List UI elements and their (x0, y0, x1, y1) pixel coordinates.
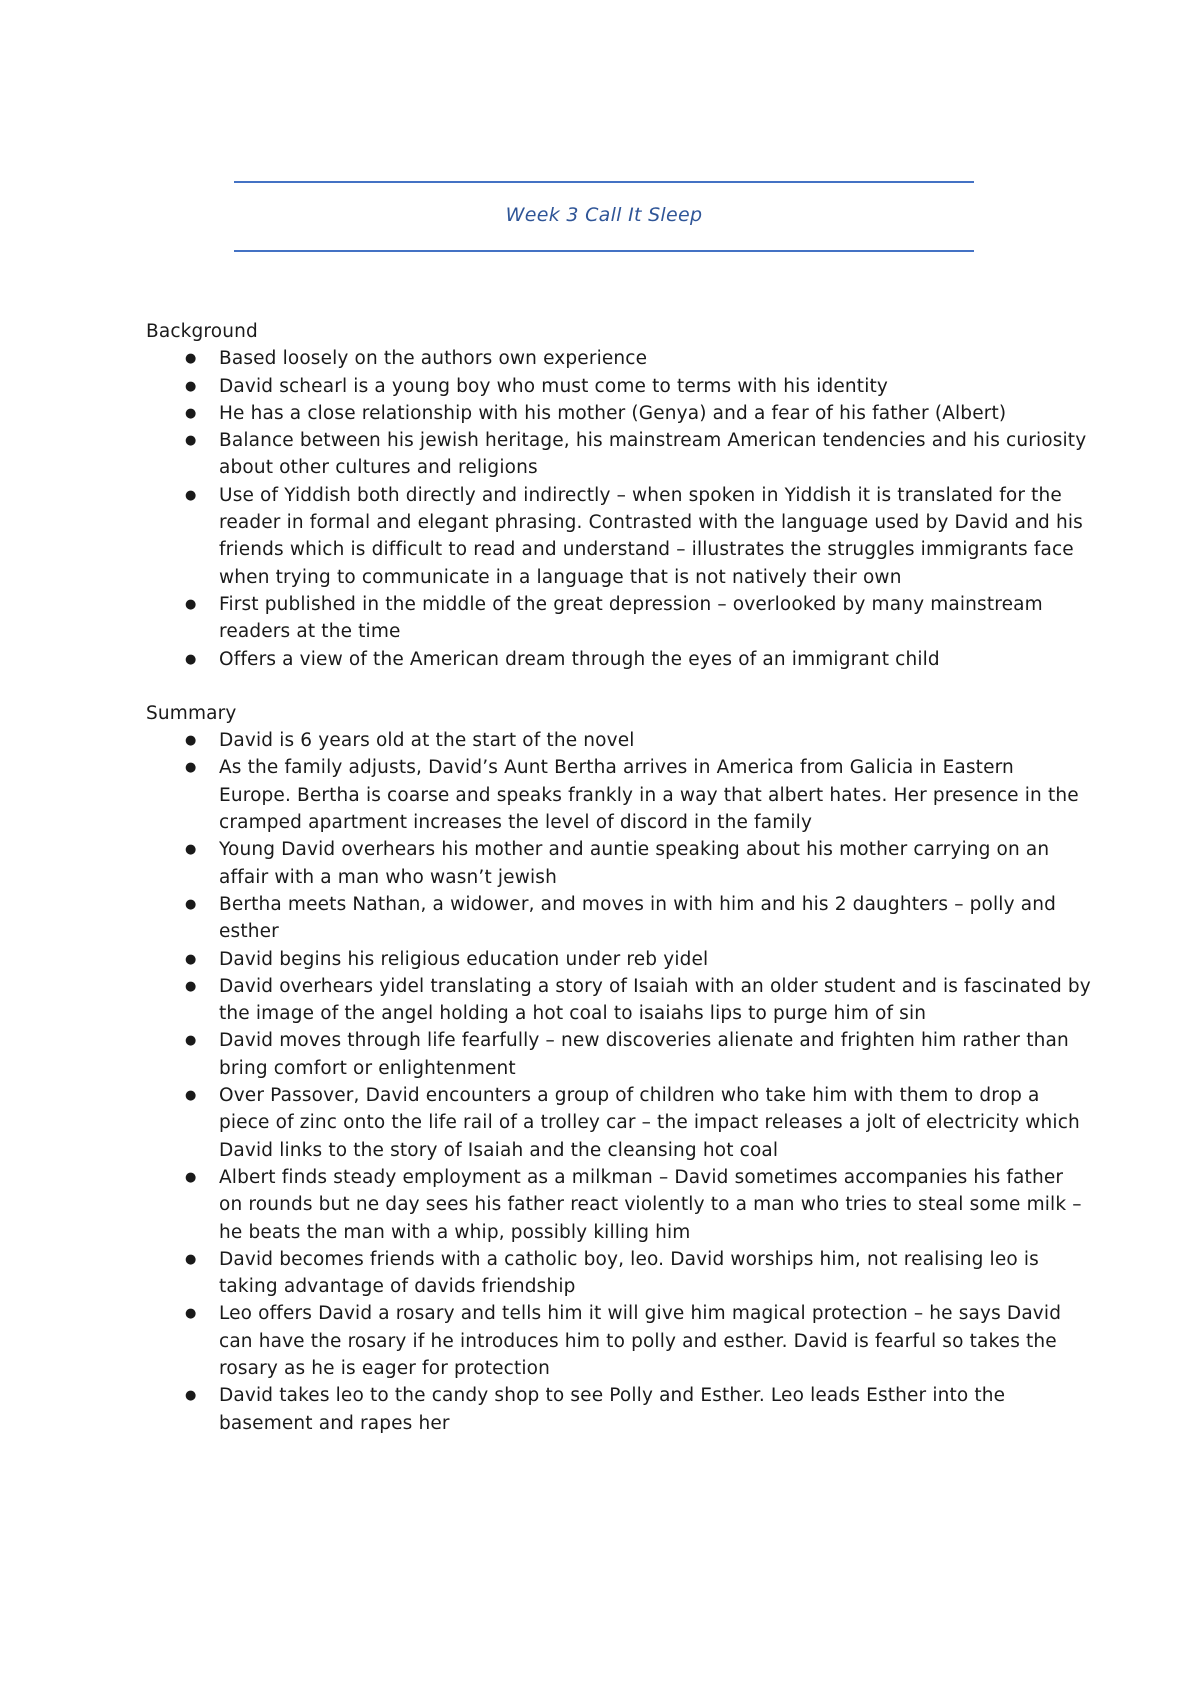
bullet-icon: ● (185, 978, 197, 994)
list-item (146, 727, 1091, 754)
list-item-text: Offers a view of the American dream through the eyes of an immigrant child (219, 648, 940, 670)
title-bottom-rule (234, 250, 974, 252)
bullet-icon: ● (185, 1169, 197, 1185)
bullet-icon: ● (185, 433, 197, 449)
title-top-rule (234, 181, 974, 183)
bullet-icon: ● (185, 1088, 197, 1104)
list-item (146, 373, 1091, 400)
list-item-text: First published in the middle of the great depression – overlooked by many mainstream readers at the time (219, 593, 1043, 643)
section-heading: Background (146, 321, 258, 342)
list-item (146, 1300, 1091, 1382)
section-summary (146, 700, 1091, 1437)
list-item (146, 1382, 1091, 1437)
bullet-list (146, 727, 1091, 1437)
list-item (146, 646, 1091, 673)
list-item (146, 1082, 1091, 1164)
list-item-text: David takes leo to the candy shop to see Polly and Esther. Leo leads Esther into the basement and rapes her (219, 1385, 1006, 1434)
bullet-icon: ● (185, 351, 197, 367)
bullet-icon: ● (185, 842, 197, 858)
list-item-text: David moves through life fearfully – new discoveries alienate and frighten him rather than bring comfort or enlightenment (219, 1030, 1069, 1079)
bullet-list (146, 345, 1086, 673)
list-item-text: As the family adjusts, David’s Aunt Bertha arrives in America from Galicia in Eastern Europe. Bertha is coarse and speaks frankly in a way that albert hates. Her presence in the cramped apartment increases the level of discord in the family (219, 757, 1079, 834)
list-item (146, 1164, 1091, 1246)
list-item-text: Balance between his jewish heritage, his mainstream American tendencies and his curiosity about other cultures and religions (219, 430, 1087, 479)
section-heading: Summary (146, 702, 237, 724)
bullet-icon: ● (185, 651, 197, 667)
list-item-text: David is 6 years old at the start of the novel (219, 730, 635, 752)
document-body (146, 318, 1091, 1437)
list-item-text: Over Passover, David encounters a group of children who take him with them to drop a piece of zinc onto the life rail of a trolley car – the impact releases a jolt of electricity which David links to the story of Isaiah and the cleansing hot coal (219, 1085, 1080, 1161)
bullet-icon: ● (185, 1251, 197, 1267)
list-item-text: David becomes friends with a catholic boy, leo. David worships him, not realising leo is taking advantage of davids friendship (219, 1248, 1039, 1298)
list-item-text: Based loosely on the authors own experience (219, 348, 648, 370)
list-item-text: Albert finds steady employment as a milkman – David sometimes accompanies his father on rounds but ne day sees his father react violently to a man who tries to steal some milk – he beats the man with a whip, possibly killing him (219, 1166, 1082, 1243)
bullet-icon: ● (185, 951, 197, 967)
list-item-text: Leo offers David a rosary and tells him it will give him magical protection – he says David can have the rosary if he introduces him to polly and esther. David is fearful so takes the rosary as he is eager for protection (219, 1303, 1062, 1379)
list-item (146, 836, 1091, 891)
list-item (146, 1246, 1091, 1301)
list-item (146, 946, 1091, 973)
bullet-icon: ● (185, 896, 197, 912)
list-item (146, 345, 1091, 372)
list-item (146, 973, 1091, 1028)
list-item (146, 591, 1091, 646)
list-item (146, 754, 1091, 836)
list-item (146, 427, 1091, 482)
bullet-icon: ● (185, 760, 197, 776)
list-item-text: Use of Yiddish both directly and indirectly – when spoken in Yiddish it is translated for the reader in formal and elegant phrasing. Contrasted with the language used by David and his friends which is difficult to read and understand – illustrates the struggles immigrants face when trying to communicate in a language that is not natively their own (219, 484, 1083, 588)
bullet-icon: ● (185, 1388, 197, 1404)
list-item (146, 400, 1091, 427)
document-title: Week 3 Call It Sleep (505, 204, 703, 226)
bullet-icon: ● (185, 733, 197, 749)
bullet-icon: ● (185, 1033, 197, 1049)
bullet-icon: ● (185, 378, 197, 394)
bullet-icon: ● (185, 596, 197, 612)
list-item-text: Bertha meets Nathan, a widower, and moves in with him and his 2 daughters – polly and esther (219, 893, 1056, 943)
list-item (146, 482, 1091, 591)
list-item (146, 891, 1091, 946)
list-item-text: He has a close relationship with his mother (Genya) and a fear of his father (Albert) (219, 402, 1007, 424)
list-item-text: David schearl is a young boy who must come to terms with his identity (219, 375, 888, 397)
bullet-icon: ● (185, 487, 197, 503)
bullet-icon: ● (185, 1306, 197, 1322)
list-item-text: David overhears yidel translating a story of Isaiah with an older student and is fascinated by the image of the angel holding a hot coal to isaiahs lips to purge him of sin (219, 975, 1091, 1025)
list-item-text: David begins his religious education under reb yidel (219, 948, 709, 970)
bullet-icon: ● (185, 405, 197, 421)
list-item-text: Young David overhears his mother and auntie speaking about his mother carrying on an affair with a man who wasn’t jewish (219, 839, 1050, 888)
section-background (146, 318, 1086, 673)
list-item (146, 1027, 1091, 1082)
